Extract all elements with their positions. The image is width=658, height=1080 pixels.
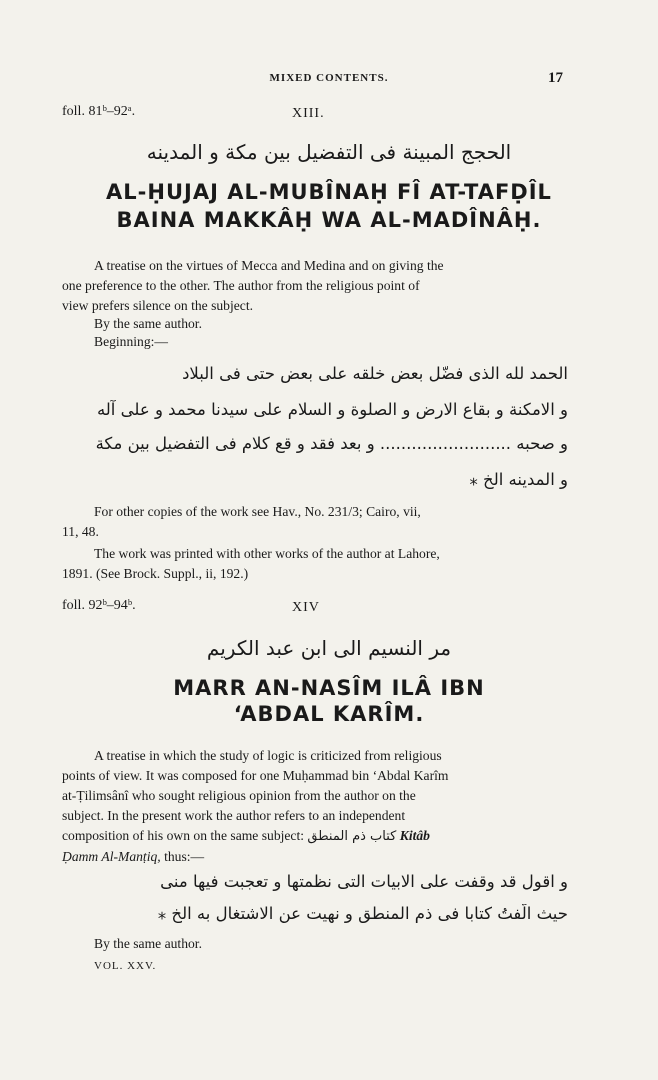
entry-xiii-arabic-title: الحجج المبينة فى التفضيل بين مكة و المدينه bbox=[146, 140, 512, 164]
entry-xiii-printed bbox=[62, 544, 568, 584]
entry-xiv-desc-line: A treatise in which the study of logic is criticized from religious bbox=[94, 748, 442, 763]
entry-xiv-number: XIV bbox=[292, 600, 320, 615]
page-number: 17 bbox=[548, 70, 563, 86]
running-head: MIXED CONTENTS. bbox=[269, 72, 389, 84]
entry-xiii-author: By the same author. bbox=[94, 316, 202, 331]
entry-xiv-desc-line bbox=[62, 826, 568, 847]
entry-xiv-description bbox=[62, 746, 568, 867]
entry-xiv-desc-line: at-Ṭilimsânî who sought religious opinion from the author on the bbox=[62, 788, 416, 803]
entry-xiii-copies-line: 11, 48. bbox=[62, 524, 99, 539]
entry-xiv-title-line2: ‘ABDAL KARÎM. bbox=[233, 702, 425, 726]
entry-xiii-number: XIII. bbox=[292, 106, 325, 121]
entry-xiii-printed-line: 1891. (See Brock. Suppl., ii, 192.) bbox=[62, 566, 249, 581]
entry-xiii-title-line2: BAINA MAKKÂḤ WA AL-MADÎNÂḤ. bbox=[116, 208, 542, 232]
entry-xiii-title-line1: AL-ḤUJAJ AL-MUBÎNAḤ FÎ AT-TAFḌÎL bbox=[106, 180, 552, 204]
entry-xiii-desc-line: one preference to the other. The author from the religious point of bbox=[62, 278, 420, 293]
entry-xiv-desc-arabic-title: كتاب ذم المنطق bbox=[307, 829, 397, 844]
entry-xiv-title-line1: MARR AN-NASÎM ILÂ IBN bbox=[173, 676, 485, 700]
entry-xiii-arabic-line: و الامكنة و بقاع الارض و الصلوة و السلام على سيدنا محمد و على آله bbox=[96, 400, 568, 419]
entry-xiv-desc-line: subject. In the present work the author refers to an independent bbox=[62, 808, 406, 823]
entry-xiii-copies bbox=[62, 502, 568, 542]
entry-xiii-beginning-label: Beginning:— bbox=[94, 334, 169, 349]
entry-xiii-copies-line: For other copies of the work see Hav., No. 231/3; Cairo, vii, bbox=[94, 504, 421, 519]
entry-xiv-folio: foll. 92ᵇ–94ᵇ. bbox=[62, 598, 136, 613]
entry-xiii-arabic-line: الحمد لله الذى فضّل بعض خلقه على بعض حتى فى البلاد bbox=[182, 364, 568, 383]
entry-xiii-desc-line: view prefers silence on the subject. bbox=[62, 298, 253, 313]
entry-xiii-printed-line: The work was printed with other works of the author at Lahore, bbox=[94, 546, 440, 561]
entry-xiv-desc-text: composition of his own on the same subject: bbox=[62, 828, 305, 843]
entry-xiii-folio: foll. 81ᵇ–92ᵃ. bbox=[62, 104, 136, 119]
entry-xiv-desc-italic: Kitâb bbox=[399, 828, 430, 843]
entry-xiii-arabic-line: و صحبه ......................... و بعد فقد و قع كلام فى التفضيل بين مكة bbox=[95, 434, 568, 453]
entry-xiv-arabic-title: مر النسيم الى ابن عبد الكريم bbox=[206, 636, 452, 660]
entry-xiv-desc-line bbox=[62, 847, 568, 867]
entry-xiii-desc-line: A treatise on the virtues of Mecca and Medina and on giving the bbox=[94, 258, 444, 273]
entry-xiv-author: By the same author. bbox=[94, 936, 202, 951]
entry-xiv-arabic-line: حيث الّفتُ كتابا فى ذم المنطق و نهيت عن الاشتغال به الخ ⁎ bbox=[157, 904, 568, 923]
entry-xiii-description bbox=[62, 256, 568, 316]
entry-xiii-arabic-line: و المدينه الخ ⁎ bbox=[469, 470, 568, 489]
entry-xiv-arabic-line: و اقول قد وقفت على الابيات التى نظمتها و تعجبت فيها منى bbox=[160, 872, 568, 891]
entry-xiv-desc-text: thus:— bbox=[164, 849, 205, 864]
entry-xiv-desc-italic: Ḍamm Al-Manṭiq, bbox=[62, 849, 161, 864]
entry-xiv-desc-line: points of view. It was composed for one Muḥammad bin ‘Abdal Karîm bbox=[62, 768, 449, 783]
volume-signature: VOL. XXV. bbox=[94, 960, 157, 972]
